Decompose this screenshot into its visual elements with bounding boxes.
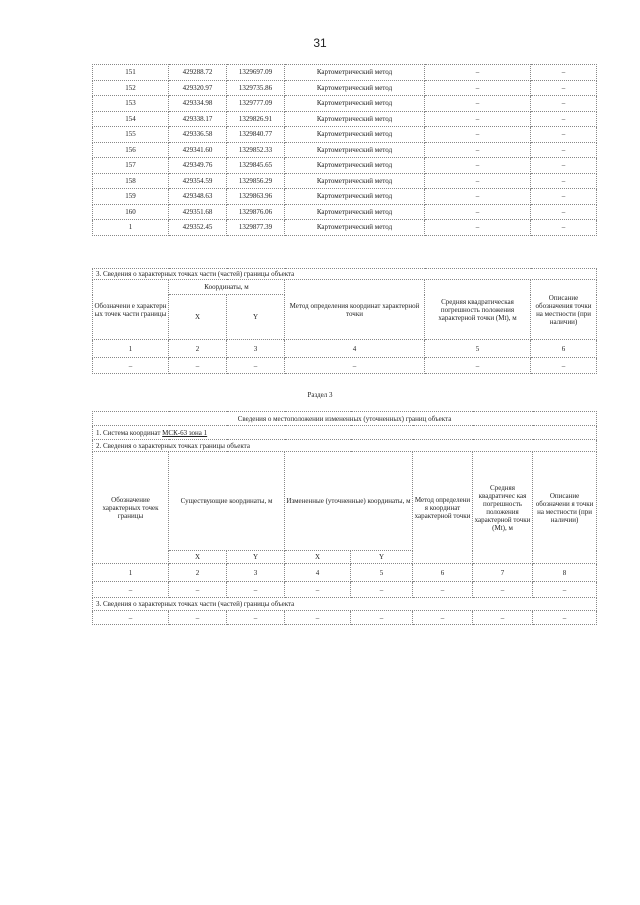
- table-cell: Картометрический метод: [285, 173, 425, 189]
- coordinate-system-name: МСК-63 зона 1: [162, 428, 208, 437]
- header-y: Y: [227, 551, 285, 564]
- table-cell: –: [473, 582, 533, 598]
- col-num: 3: [227, 564, 285, 582]
- header-description: Описание обозначения точки на местности (при наличии): [531, 280, 597, 340]
- table-cell: 429334.98: [169, 96, 227, 112]
- header-y: Y: [351, 551, 413, 564]
- table-cell: –: [425, 158, 531, 174]
- table-row: [93, 158, 597, 174]
- table-cell: Картометрический метод: [285, 127, 425, 143]
- section-heading: Раздел 3: [307, 391, 333, 399]
- table-cell: Картометрический метод: [285, 189, 425, 205]
- changed-boundary-table: [92, 411, 597, 625]
- col-num: 7: [473, 564, 533, 582]
- table-cell: –: [425, 220, 531, 236]
- table-cell: –: [285, 582, 351, 598]
- table-cell: Картометрический метод: [285, 65, 425, 81]
- header-changed-coords: Измененные (уточненные) координаты, м: [285, 452, 413, 551]
- section3-title: Сведения о местоположении измененных (уточненных) границ объекта: [93, 412, 597, 426]
- table-cell: –: [413, 611, 473, 625]
- table-cell: –: [425, 142, 531, 158]
- coordinate-system: [93, 426, 597, 440]
- part-points-table: [92, 268, 597, 374]
- table-cell: –: [531, 204, 597, 220]
- table-cell: –: [531, 158, 597, 174]
- table-cell: 1329852.33: [227, 142, 285, 158]
- table-cell: 429348.63: [169, 189, 227, 205]
- header-y: Y: [227, 295, 285, 340]
- coordinate-system-label: 1. Система координат: [96, 428, 161, 437]
- table-row: [93, 189, 597, 205]
- table-cell: –: [425, 96, 531, 112]
- table-row: [93, 173, 597, 189]
- table-cell: –: [531, 220, 597, 236]
- col-num: 6: [413, 564, 473, 582]
- table-cell: Картометрический метод: [285, 80, 425, 96]
- table-cell: –: [227, 611, 285, 625]
- table-cell: –: [285, 358, 425, 374]
- header-method: Метод определени я координат характерной точки: [413, 452, 473, 564]
- table-cell: –: [425, 111, 531, 127]
- table-cell: 158: [93, 173, 169, 189]
- header-description: Описание обозначени я точки на местности (при наличии): [533, 452, 597, 564]
- col-num: 1: [93, 564, 169, 582]
- table-cell: 1329856.29: [227, 173, 285, 189]
- points-section-title: 2. Сведения о характерных точках границы объекта: [93, 440, 597, 452]
- table-cell: –: [531, 127, 597, 143]
- table-cell: –: [425, 173, 531, 189]
- table-cell: 160: [93, 204, 169, 220]
- col-num: 2: [169, 564, 227, 582]
- table-cell: –: [351, 611, 413, 625]
- table-cell: –: [531, 111, 597, 127]
- col-num: 4: [285, 340, 425, 358]
- table-cell: –: [531, 189, 597, 205]
- table-cell: Картометрический метод: [285, 204, 425, 220]
- parts-section-title: 3. Сведения о характерных точках части (частей) границы объекта: [93, 598, 597, 611]
- table-cell: Картометрический метод: [285, 111, 425, 127]
- table-cell: –: [425, 65, 531, 81]
- table-cell: Картометрический метод: [285, 158, 425, 174]
- table-cell: –: [285, 611, 351, 625]
- table-row: [93, 204, 597, 220]
- table-cell: 153: [93, 96, 169, 112]
- table-cell: 429354.59: [169, 173, 227, 189]
- col-num: 6: [531, 340, 597, 358]
- table-cell: –: [227, 358, 285, 374]
- table-cell: –: [531, 142, 597, 158]
- table-cell: 429341.60: [169, 142, 227, 158]
- table-cell: –: [425, 127, 531, 143]
- table-cell: –: [169, 582, 227, 598]
- table-cell: –: [473, 611, 533, 625]
- table-cell: –: [93, 611, 169, 625]
- table-cell: –: [169, 611, 227, 625]
- table-cell: –: [531, 96, 597, 112]
- table-cell: 155: [93, 127, 169, 143]
- table-cell: –: [533, 582, 597, 598]
- header-x: X: [169, 551, 227, 564]
- col-num: 5: [351, 564, 413, 582]
- points-table: [92, 64, 597, 236]
- table-cell: 1329840.77: [227, 127, 285, 143]
- table-cell: 429352.45: [169, 220, 227, 236]
- part-section-title: 3. Сведения о характерных точках части (частей) границы объекта: [93, 269, 597, 280]
- table-cell: 1329863.96: [227, 189, 285, 205]
- table-cell: –: [531, 358, 597, 374]
- table-cell: 1: [93, 220, 169, 236]
- table-cell: 429336.58: [169, 127, 227, 143]
- table-cell: 151: [93, 65, 169, 81]
- table-cell: –: [533, 611, 597, 625]
- col-num: 1: [93, 340, 169, 358]
- table-cell: –: [93, 358, 169, 374]
- table-cell: –: [169, 358, 227, 374]
- table-cell: 1329877.39: [227, 220, 285, 236]
- table-cell: –: [531, 65, 597, 81]
- table-cell: 1329876.06: [227, 204, 285, 220]
- table-cell: 1329845.65: [227, 158, 285, 174]
- table-row: [93, 96, 597, 112]
- table-cell: –: [425, 204, 531, 220]
- header-error: Средняя квадратическая погрешность положения характерной точки (Mt), м: [425, 280, 531, 340]
- table-cell: 154: [93, 111, 169, 127]
- col-num: 3: [227, 340, 285, 358]
- table-cell: –: [351, 582, 413, 598]
- table-cell: 1329697.09: [227, 65, 285, 81]
- table-cell: 429320.97: [169, 80, 227, 96]
- table-cell: –: [531, 173, 597, 189]
- page-number: 31: [313, 36, 327, 50]
- header-x: X: [285, 551, 351, 564]
- table-cell: –: [425, 189, 531, 205]
- table-cell: Картометрический метод: [285, 220, 425, 236]
- table-row: [93, 142, 597, 158]
- header-error: Средняя квадратичес кая погрешность положения характерной точки (Mt), м: [473, 452, 533, 564]
- table-cell: –: [425, 358, 531, 374]
- table-cell: 1329735.86: [227, 80, 285, 96]
- table-cell: 1329777.09: [227, 96, 285, 112]
- table-cell: –: [413, 582, 473, 598]
- col-num: 5: [425, 340, 531, 358]
- header-coordinates: Координаты, м: [169, 280, 285, 295]
- table-row: [93, 220, 597, 236]
- table-cell: –: [425, 80, 531, 96]
- header-designation: Обозначени е характерн ых точек части границы: [93, 280, 169, 340]
- table-cell: Картометрический метод: [285, 96, 425, 112]
- header-designation: Обозначение характерных точек границы: [93, 452, 169, 564]
- header-x: X: [169, 295, 227, 340]
- table-row: [93, 127, 597, 143]
- table-cell: –: [531, 80, 597, 96]
- table-cell: Картометрический метод: [285, 142, 425, 158]
- table-cell: 429288.72: [169, 65, 227, 81]
- col-num: 8: [533, 564, 597, 582]
- table-cell: 429338.17: [169, 111, 227, 127]
- table-row: [93, 65, 597, 81]
- table-cell: 159: [93, 189, 169, 205]
- table-cell: 156: [93, 142, 169, 158]
- table-cell: 429349.76: [169, 158, 227, 174]
- table-cell: 152: [93, 80, 169, 96]
- table-cell: 429351.68: [169, 204, 227, 220]
- header-method: Метод определения координат характерной точки: [285, 280, 425, 340]
- table-cell: 157: [93, 158, 169, 174]
- col-num: 4: [285, 564, 351, 582]
- table-cell: 1329826.91: [227, 111, 285, 127]
- table-row: [93, 80, 597, 96]
- table-cell: –: [93, 582, 169, 598]
- header-existing-coords: Существующие координаты, м: [169, 452, 285, 551]
- table-cell: –: [227, 582, 285, 598]
- table-row: [93, 111, 597, 127]
- col-num: 2: [169, 340, 227, 358]
